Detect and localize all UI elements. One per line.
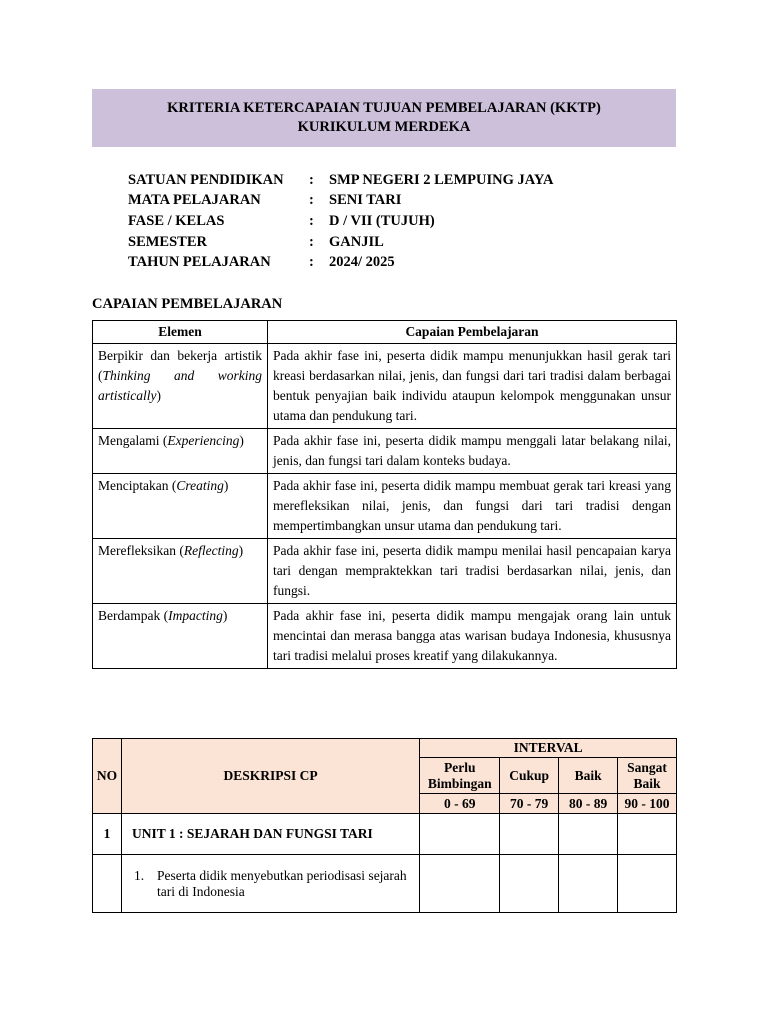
- section-title-capaian: CAPAIAN PEMBELAJARAN: [92, 296, 283, 312]
- score-cell: [618, 855, 677, 913]
- score-cell: [559, 814, 618, 855]
- elemen-english: Thinking and working artistically: [98, 368, 262, 403]
- score-cell: [500, 814, 559, 855]
- range-header: 0 - 69: [420, 794, 500, 814]
- info-value: GANJIL: [329, 233, 384, 250]
- elemen-cell: [93, 344, 268, 429]
- kktp-table: [92, 738, 677, 913]
- column-header-no: NO: [93, 739, 122, 814]
- range-header: 90 - 100: [618, 794, 677, 814]
- info-label: TAHUN PELAJARAN: [128, 254, 271, 271]
- unit-title: UNIT 1 : SEJARAH DAN FUNGSI TARI: [121, 814, 419, 855]
- score-cell: [420, 855, 500, 913]
- capaian-cell: Pada akhir fase ini, peserta didik mampu menggali latar belakang nilai, jenis, dan fungsi tari dalam konteks budaya.: [268, 429, 677, 474]
- list-item: [134, 868, 417, 900]
- elemen-text: Merefleksikan (: [98, 543, 184, 558]
- info-colon: :: [309, 171, 314, 188]
- score-cell: [559, 855, 618, 913]
- identity-info: [128, 170, 554, 273]
- table-header-row: [93, 739, 677, 758]
- table-row: [93, 429, 677, 474]
- score-cell: [618, 814, 677, 855]
- elemen-text: Menciptakan (: [98, 478, 177, 493]
- info-colon: :: [309, 254, 314, 271]
- elemen-close: ): [222, 608, 228, 623]
- column-header-elemen: Elemen: [93, 321, 268, 344]
- elemen-cell: [93, 604, 268, 669]
- document-title-line2: KURIKULUM MERDEKA: [297, 119, 471, 135]
- capaian-cell: Pada akhir fase ini, peserta didik mampu mengajak orang lain untuk mencintai dan merasa bangga atas warisan budaya Indonesia, khususnya tari tradisi melalui proses kreatif yang dilakukannya.: [268, 604, 677, 669]
- descriptor-cell: [121, 855, 419, 913]
- elemen-text: Mengalami (: [98, 433, 168, 448]
- elemen-text: Berpikir dan bekerja artistik (: [98, 348, 262, 383]
- capaian-table: [92, 320, 677, 669]
- capaian-cell: Pada akhir fase ini, peserta didik mampu membuat gerak tari kreasi yang merefleksikan nilai, jenis, dan fungsi dari tari tradisi dengan mempertimbangkan unsur utama dan pendukung tari.: [268, 474, 677, 539]
- range-header: 70 - 79: [500, 794, 559, 814]
- info-row: [128, 232, 554, 253]
- table-row: [93, 814, 677, 855]
- info-row: [128, 252, 554, 273]
- info-label: SATUAN PENDIDIKAN: [128, 171, 284, 188]
- elemen-english: Experiencing: [167, 433, 240, 448]
- column-header-interval: INTERVAL: [420, 739, 677, 758]
- elemen-english: Creating: [176, 478, 224, 493]
- empty-number-cell: [93, 855, 122, 913]
- elemen-close: ): [156, 388, 161, 403]
- info-row: [128, 170, 554, 191]
- info-row: [128, 211, 554, 232]
- level-header: Cukup: [500, 758, 559, 794]
- table-row: [93, 604, 677, 669]
- capaian-cell: Pada akhir fase ini, peserta didik mampu menunjukkan hasil gerak tari kreasi berdasarkan nilai, jenis, dan fungsi dari tari tradisi dalam berbagai bentuk penyajian baik individu ataupun kelompok menggunakan unsur utama dan pendukung tari.: [268, 344, 677, 429]
- info-colon: :: [309, 233, 314, 250]
- elemen-close: ): [239, 433, 244, 448]
- info-value: 2024/ 2025: [329, 254, 395, 271]
- table-row: [93, 344, 677, 429]
- level-header: Perlu Bimbingan: [420, 758, 500, 794]
- info-label: SEMESTER: [128, 233, 207, 250]
- score-cell: [420, 814, 500, 855]
- table-header-row: [93, 321, 677, 344]
- info-row: [128, 191, 554, 212]
- column-header-deskripsi: DESKRIPSI CP: [121, 739, 419, 814]
- elemen-cell: [93, 474, 268, 539]
- elemen-english: Reflecting: [183, 543, 239, 558]
- unit-number: 1: [93, 814, 122, 855]
- elemen-text: Berdampak (: [98, 608, 169, 623]
- elemen-cell: [93, 539, 268, 604]
- elemen-cell: [93, 429, 268, 474]
- list-item-text: Peserta didik menyebutkan periodisasi sejarah tari di Indonesia: [156, 868, 407, 899]
- table-row: [93, 855, 677, 913]
- table-row: [93, 474, 677, 539]
- info-colon: :: [309, 192, 314, 209]
- info-label: FASE / KELAS: [128, 212, 225, 229]
- info-value: SENI TARI: [329, 192, 402, 209]
- info-label: MATA PELAJARAN: [128, 192, 261, 209]
- info-value: SMP NEGERI 2 LEMPUING JAYA: [329, 171, 554, 188]
- list-item-number: 1.: [133, 868, 145, 883]
- range-header: 80 - 89: [559, 794, 618, 814]
- capaian-cell: Pada akhir fase ini, peserta didik mampu menilai hasil pencapaian karya tari dengan mempraktekkan tari tradisi berdasarkan nilai, jenis, dan fungsi.: [268, 539, 677, 604]
- score-cell: [500, 855, 559, 913]
- level-header: Baik: [559, 758, 618, 794]
- elemen-english: Impacting: [168, 608, 223, 623]
- elemen-close: ): [223, 478, 229, 493]
- table-row: [93, 539, 677, 604]
- info-colon: :: [309, 212, 314, 229]
- column-header-capaian: Capaian Pembelajaran: [268, 321, 677, 344]
- elemen-close: ): [238, 543, 244, 558]
- document-title-banner: [92, 89, 676, 147]
- info-value: D / VII (TUJUH): [329, 212, 435, 229]
- level-header: Sangat Baik: [618, 758, 677, 794]
- document-title-line1: KRITERIA KETERCAPAIAN TUJUAN PEMBELAJARAN (KKTP): [167, 100, 601, 116]
